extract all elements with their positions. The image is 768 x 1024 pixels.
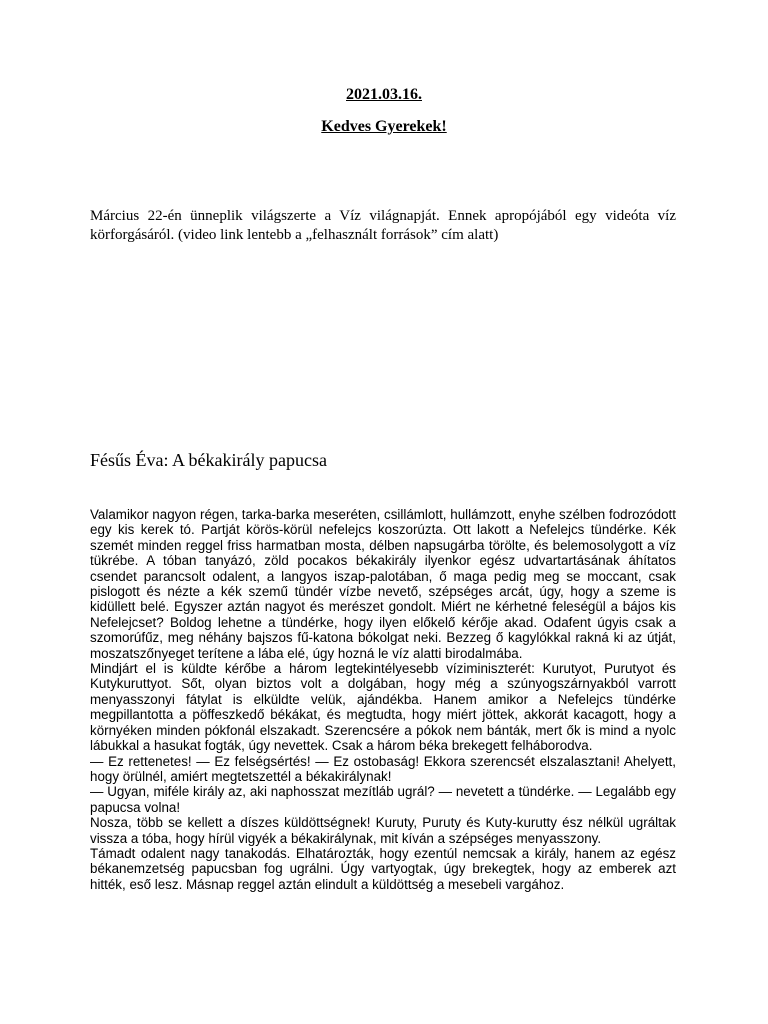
intro-paragraph: Március 22-én ünneplik világszerte a Víz világnapját. Ennek apropójából egy videóta víz körforgásáról. (video link lentebb a „felhasznált források” cím alatt) — [90, 208, 676, 243]
story-paragraph: Támadt odalent nagy tanakodás. Elhatározták, hogy ezentúl nemcsak a király, hanem az egész békanemzetség papucsban fog ugrálni. Úgy vartyogtak, úgy brekegtek, hogy az emberek azt hitték, eső lesz. Másnap reggel aztán elindult a küldöttség a mesebeli vargához. — [90, 845, 676, 892]
greeting-heading: Kedves Gyerekek! — [321, 118, 447, 135]
story-paragraph: Valamikor nagyon régen, tarka-barka meseréten, csillámlott, hullámzott, enyhe szélben fodrozódott egy kis kerek tó. Partját körös-körül nefelejcs koszorúzta. Ott lakott a Nefelejcs tündérke. Kék szemét minden reggel friss harmatban mosta, délben napsugárba törölte, és belemosolygott a víz tükrébe. A tóban tanyázó, zöld pocakos békakirály ilyenkor egész udvartartásának áhítatos csendet parancsolt odalent, a langyos iszap-palotában, ő maga pedig meg se moccant, csak pislogott és nézte a kék szemű tündér vízbe nevető, szépséges arcát, úgy, hogy a szeme is kidüllett belé. Egyszer aztán nagyot és merészet gondolt. Miért ne kérhetné feleségül a bájos kis Nefelejcset? Boldog lehetne a tündérke, hogy ilyen előkelő kérője akad. Odafent úgyis csak a szomorúfűz, meg néhány bajszos fű-katona bókolgat neki. Bezzeg ő kagylókkal rakná ki az útját, moszatszőnyeget terítene a lába elé, úgy hozná le víz alatti birodalmába. — [90, 507, 676, 661]
story-body — [90, 507, 676, 892]
story-paragraph: Mindjárt el is küldte kérőbe a három legtekintélyesebb víziminiszterét: Kurutyot, Purutyot és Kutykuruttyot. Sőt, olyan biztos volt a dolgában, hogy még a szúnyogszárnyakból varrott menyasszonyi fátylat is elküldte velük, ajándékba. Hanem amikor a Nefelejcs tündérke megpillantotta a pöffeszkedő békákat, és megtudta, hogy miért jöttek, akkorát kacagott, hogy a környéken minden pókfonál elszakadt. Szerencsére a pókok nem bánták, mert ők is mind a nyolc lábukkal a hasukat fogták, úgy nevettek. Csak a három béka brekegett felháborodva. — [90, 661, 676, 754]
story-title: Fésűs Éva: A békakirály papucsa — [90, 450, 327, 470]
document-date: 2021.03.16. — [346, 86, 422, 103]
story-paragraph: — Ez rettenetes! — Ez felségsértés! — Ez ostobaság! Ekkora szerencsét elszalasztani! Ahelyett, hogy örülnél, amiért megtetszettél a békakirálynak! — [90, 753, 676, 784]
story-paragraph: — Ugyan, miféle király az, aki naphosszat mezítláb ugrál? — nevetett a tündérke. — Legalább egy papucsa volna! — [90, 784, 676, 815]
story-paragraph: Nosza, több se kellett a díszes küldöttségnek! Kuruty, Puruty és Kuty-kurutty ész nélkül ugráltak vissza a tóba, hogy hírül vigyék a békakirálynak, mit kíván a szépséges menyasszony. — [90, 815, 676, 846]
